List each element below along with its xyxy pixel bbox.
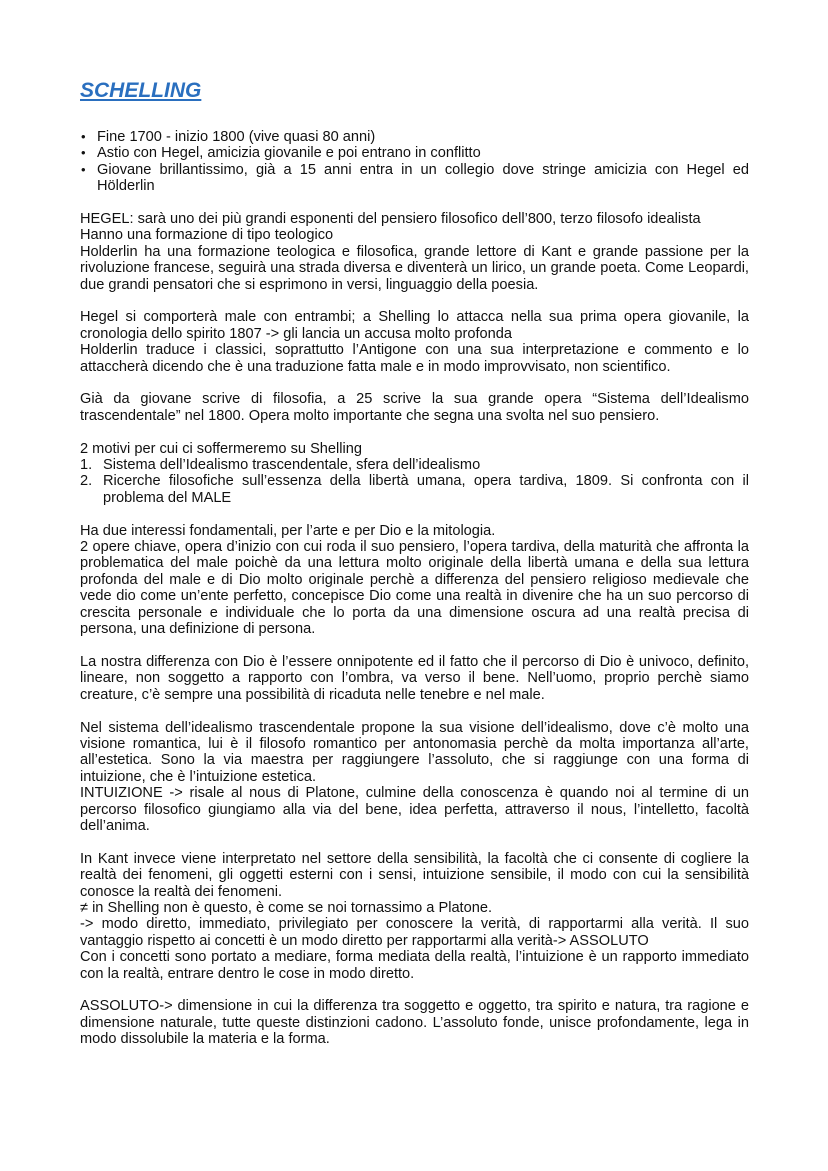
numbered-item [80, 473, 749, 506]
paragraph-neq: ≠ in Shelling non è questo, è come se noi tornassimo a Platone. [80, 899, 493, 916]
numbered-item [80, 457, 749, 473]
paragraph-differenza: La nostra differenza con Dio è l’essere onnipotente ed il fatto che il percorso di Dio è univoco, definito, lineare, non soggetto a rapporto con l’ombra, va verso il bene. Nell’uomo, proprio perchè siamo creature, c’è sempre una possibilità di ricaduta nelle tenebre e nel male. [80, 653, 749, 703]
spacer [80, 424, 749, 440]
paragraph-holderlin: Holderlin ha una formazione teologica e filosofica, grande lettore di Kant e grande passione per la rivoluzione francese, seguirà una strada diversa e diventerà un lirico, un grande poeta. Come Leopardi, due grandi pensatori che si esprimono in versi, linguaggio della poesia. [80, 243, 749, 293]
bullet-item: • Giovane brillantissimo, già a 15 anni entra in un collegio dove stringe amicizia con Hegel ed Hölderlin [80, 162, 749, 195]
paragraph-formazione: Hanno una formazione di tipo teologico [80, 227, 334, 244]
spacer [80, 982, 749, 998]
item-text: Sistema dell’Idealismo trascendentale, sfera dell’idealismo [103, 457, 481, 474]
bullet-list [80, 129, 749, 195]
paragraph-concetti: Con i concetti sono portato a mediare, forma mediata della realtà, l’intuizione è un rapporto immediato con la realtà, entrare dentro le cose in modo diretto. [80, 949, 749, 982]
spacer [80, 506, 749, 522]
paragraph-assoluto: ASSOLUTO-> dimensione in cui la differenza tra soggetto e oggetto, tra spirito e natura, tra ragione e dimensione naturale, tutte queste distinzioni cadono. L’assoluto fonde, unisce profondamente, lega in modo dissolubile la materia e la forma. [80, 998, 749, 1048]
paragraph-sistema: Nel sistema dell’idealismo trascendentale propone la sua visione dell’idealismo, dove c’è molto una visione romantica, lui è il filosofo romantico per antonomasia perchè da molta importanza all’arte, all’estetica. Sono la via maestra per raggiungere l’assoluto, che si raggiunge con una forma di intuizione, che è l’intuizione estetica. [80, 719, 749, 785]
item-text: Ricerche filosofiche sull’essenza della libertà umana, opera tardiva, 1809. Si confronta con il problema del MALE [103, 473, 749, 506]
item-number: 1. [80, 457, 93, 474]
spacer [80, 293, 749, 309]
paragraph-opere: 2 opere chiave, opera d’inizio con cui roda il suo pensiero, l’opera tardiva, della maturità che affronta la problematica del male poichè da una lettura molto originale della libertà umana e della sua lettura profonda del male e di Dio molto originale perchè a differenza del pensiero religioso medievale che vede dio come un’ente perfetto, concepisce Dio come una realtà in divenire che ha un suo percorso di crescita personale e individuale che lo porta da una dimensione oscura ad una realtà precisa di persona, una definizione di persona. [80, 539, 749, 638]
paragraph-modo: -> modo diretto, immediato, privilegiato per conoscere la verità, di rapportarmi alla verità. Il suo vantaggio rispetto ai concetti è un modo diretto per rapportarmi alla verità-> ASSOLUTO [80, 916, 749, 949]
paragraph-intuizione: INTUIZIONE -> risale al nous di Platone, culmine della conoscenza è quando noi al termine di un percorso filosofico giungiamo alla via del bene, idea perfetta, attraverso il nous, l’intelletto, facoltà dell’anima. [80, 785, 749, 834]
paragraph-holderlin-traduce: Holderlin traduce i classici, soprattutto l’Antigone con una sua interpretazione e commento e lo attaccherà dicendo che è una traduzione fatta male e in modo improvvisato, non scientifico. [80, 342, 749, 375]
paragraph-hegel: HEGEL: sarà uno dei più grandi esponenti del pensiero filosofico dell’800, terzo filosofo idealista [80, 211, 701, 228]
bullet-item: • Fine 1700 - inizio 1800 (vive quasi 80 anni) [80, 129, 749, 145]
paragraph-interessi: Ha due interessi fondamentali, per l’arte e per Dio e la mitologia. [80, 522, 496, 539]
spacer [80, 638, 749, 654]
numbered-list [80, 457, 749, 506]
paragraph-hegel-male: Hegel si comporterà male con entrambi; a Shelling lo attacca nella sua prima opera giovanile, la cronologia dello spirito 1807 -> gli lancia un accusa molto profonda [80, 309, 749, 342]
spacer [80, 195, 749, 211]
spacer [80, 834, 749, 850]
item-number: 2. [80, 473, 93, 490]
paragraph-giovane: Già da giovane scrive di filosofia, a 25 scrive la sua grande opera “Sistema dell’Idealismo trascendentale” nel 1800. Opera molto importante che segna una svolta nel suo pensiero. [80, 391, 749, 424]
spacer [80, 703, 749, 719]
paragraph-kant: In Kant invece viene interpretato nel settore della sensibilità, la facoltà che ci consente di cogliere la realtà dei fenomeni, gli oggetti esterni con i sensi, intuizione sensibile, il modo con cui la sensibilità conosce la realtà dei fenomeni. [80, 850, 749, 900]
spacer [80, 375, 749, 391]
document-body [80, 129, 749, 1048]
paragraph-motivi: 2 motivi per cui ci soffermeremo su Shelling [80, 440, 362, 457]
document-title: SCHELLING [80, 79, 202, 102]
bullet-item: • Astio con Hegel, amicizia giovanile e poi entrano in conflitto [80, 145, 749, 161]
